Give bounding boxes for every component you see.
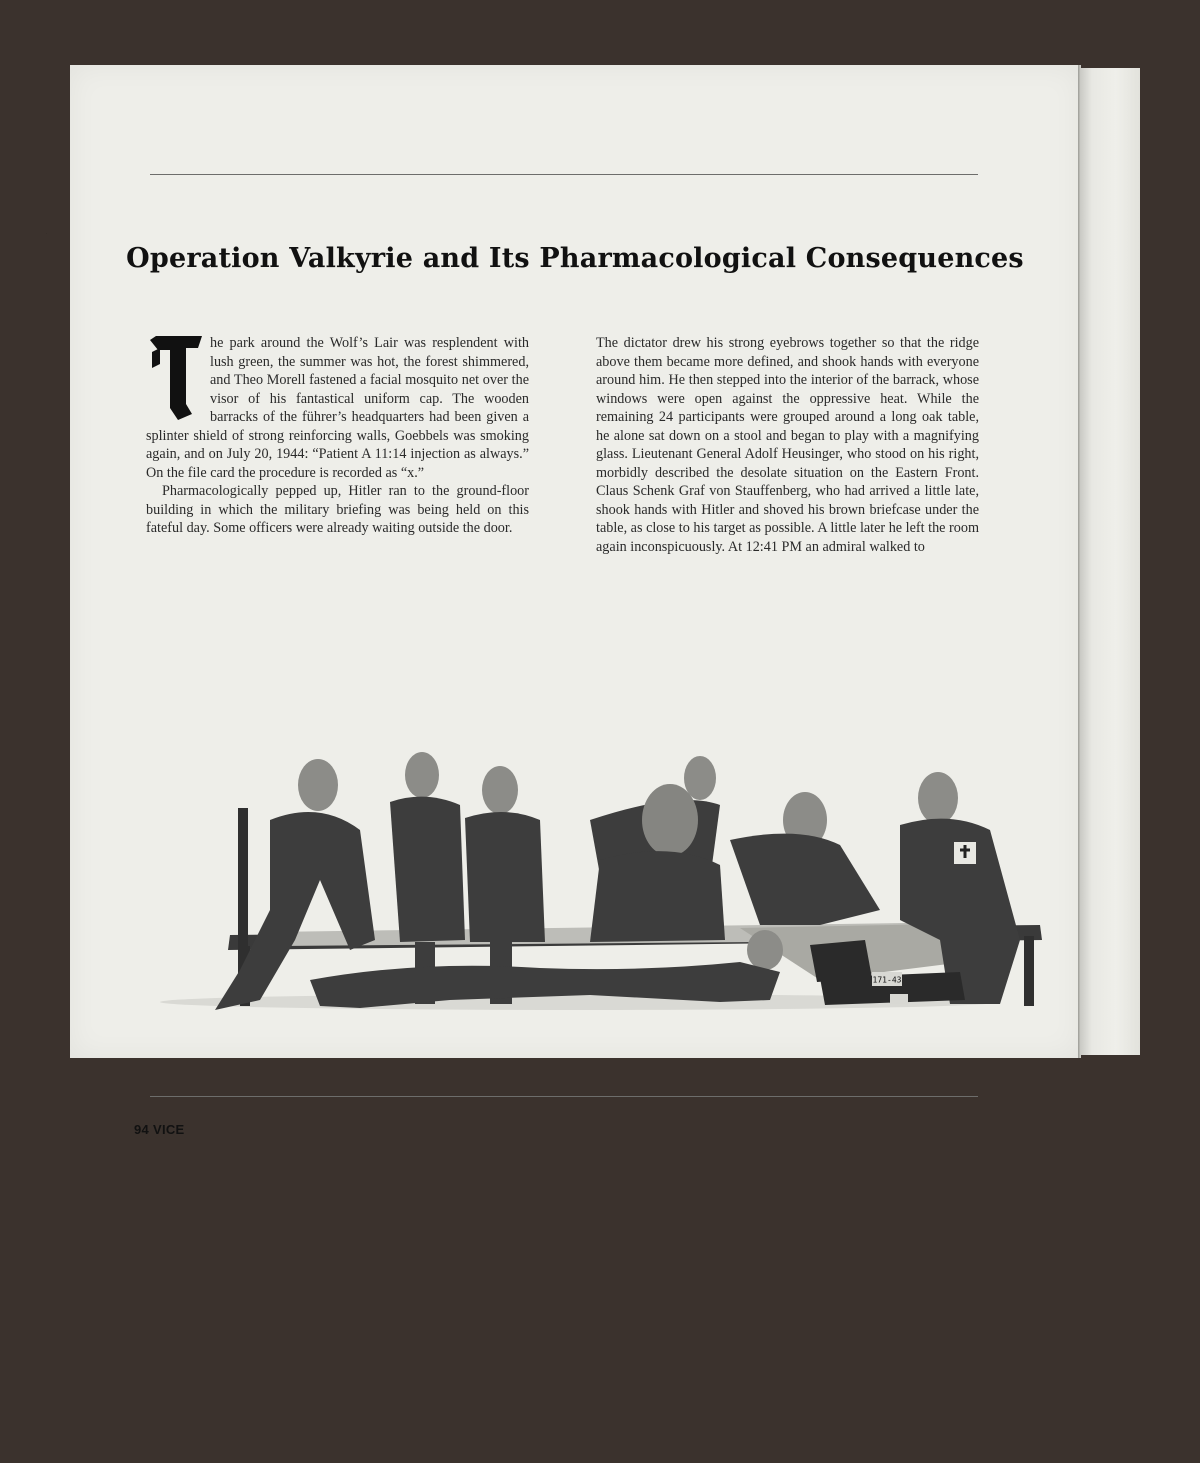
- right-column: [596, 334, 979, 556]
- page-number: 94: [134, 1122, 150, 1137]
- drop-cap-letter: T: [46, 234, 47, 235]
- magazine-page: [46, 65, 1080, 1137]
- page-footer: [134, 1122, 185, 1137]
- left-para-1: he park around the Wolf’s Lair was resplendent with lush green, the summer was hot, the forest shimmered, and Theo Morell fastened a facial mosquito net over the visor of his fantastical uniform cap. The wooden barracks of the führer’s headquarters had been given a splinter shield of strong reinforcing walls, Goebbels was smoking again, and on July 20, 1944: “Patient A 11:14 injection as always.” On the file card the procedure is recorded as “x.”: [146, 335, 529, 481]
- bomb-display: 171-43: [872, 975, 902, 985]
- right-para-1: The dictator drew his strong eyebrows together so that the ridge above them became more defined, and shook hands with everyone around him. He then stepped into the interior of the barrack, whose windows were open against the oppressive heat. While the remaining 24 participants were grouped around a long oak table, he alone sat down on a stool and began to play with a magnifying glass. Lieutenant General Adolf Heusinger, who stood on his right, morbidly described the desolate situation on the Eastern Front. Claus Schenk Graf von Stauffenberg, who had arrived a little late, shook hands with Hitler and shoved his brown briefcase under the table, as close to his target as possible. A little later he left the room again inconspicuously. At 12:41 PM an admiral walked to: [596, 335, 979, 555]
- left-para-2: Pharmacologically pepped up, Hitler ran to the ground-floor building in which the military briefing was being held on this fateful day. Some officers were already waiting outside the door.: [146, 483, 529, 536]
- figures: [215, 752, 1020, 1010]
- article-title: Operation Valkyrie and Its Pharmacological Consequences: [126, 243, 1024, 274]
- drop-cap-t: [46, 234, 206, 420]
- top-rule: [150, 174, 978, 175]
- next-page-edge: [1080, 68, 1140, 1055]
- magazine-name: VICE: [152, 1122, 185, 1137]
- bottom-rule: [150, 1096, 978, 1097]
- illustration: [120, 710, 1050, 1010]
- left-column: [46, 234, 529, 538]
